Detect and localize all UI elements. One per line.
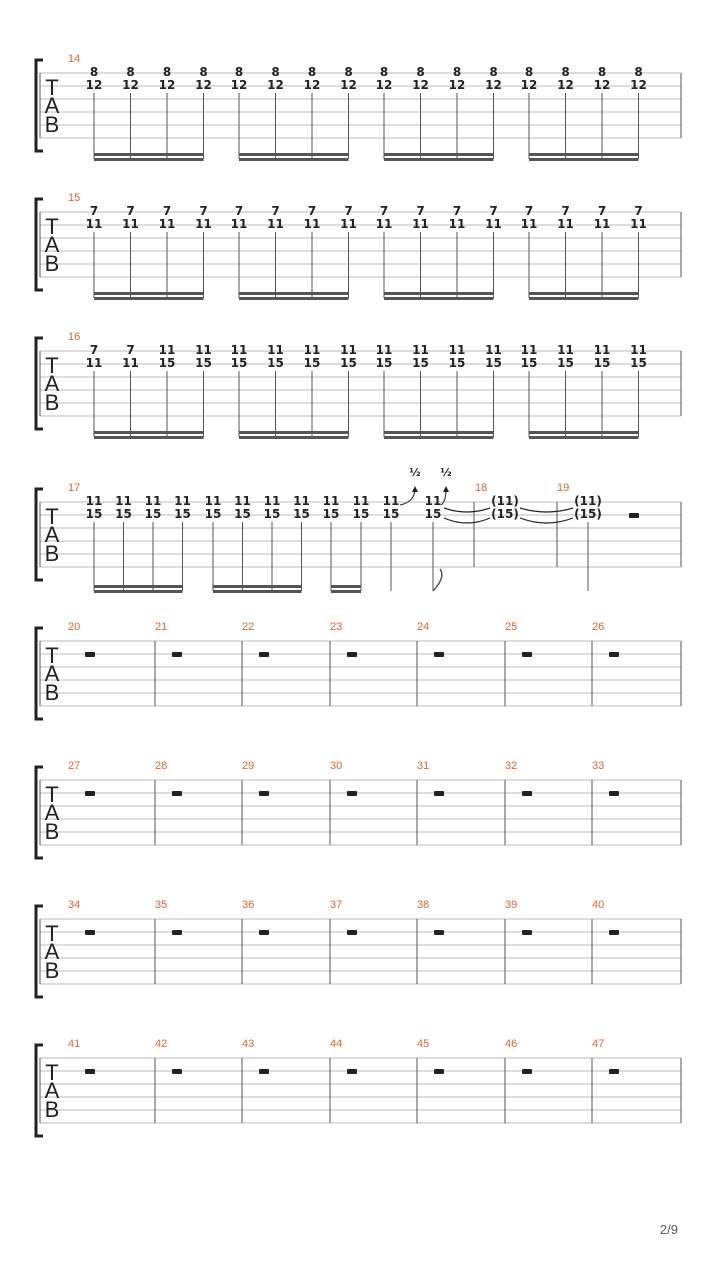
rest-symbol xyxy=(85,1069,95,1074)
fret-number: 7 xyxy=(379,204,389,218)
tab-clef-letter: T xyxy=(45,1060,59,1085)
fret-number: 11 xyxy=(85,217,103,231)
fret-number: 11 xyxy=(424,494,442,508)
tab-clef-letter: T xyxy=(45,353,59,378)
beam xyxy=(239,158,349,161)
fret-number: 11 xyxy=(352,494,370,508)
fret-number: 11 xyxy=(448,217,466,231)
beam xyxy=(94,292,204,295)
tab-clef-letter: T xyxy=(45,504,59,529)
fret-number: 12 xyxy=(230,78,248,92)
measure-number: 25 xyxy=(505,621,518,633)
fret-number: 12 xyxy=(593,78,611,92)
fret-number: 15 xyxy=(85,507,103,521)
fret-number: 12 xyxy=(195,78,212,92)
measure-number: 45 xyxy=(417,1038,430,1050)
fret-number: 8 xyxy=(307,65,317,79)
fret-number: 15 xyxy=(234,507,251,521)
fret-number: 8 xyxy=(597,65,607,79)
beam xyxy=(529,153,639,156)
page-number: 2/9 xyxy=(659,1222,678,1237)
staff-system xyxy=(36,621,681,719)
fret-number: 8 xyxy=(271,65,280,79)
rest-symbol xyxy=(172,791,182,796)
fret-number: 15 xyxy=(195,356,212,370)
fret-number: 11 xyxy=(234,494,251,508)
measure-number: 15 xyxy=(68,192,81,204)
tab-clef-letter: A xyxy=(44,522,60,547)
tab-clef-letter: B xyxy=(44,112,60,137)
bend-arrowhead xyxy=(443,486,449,492)
staff-system xyxy=(36,1038,681,1136)
fret-number: 12 xyxy=(158,78,176,92)
staff-system xyxy=(36,899,681,997)
fret-number: 11 xyxy=(122,217,139,231)
fret-number: 7 xyxy=(634,204,643,218)
beam xyxy=(384,153,494,156)
tab-clef-letter: A xyxy=(44,232,60,257)
note-flag xyxy=(433,569,442,591)
fret-number: 11 xyxy=(122,356,139,370)
measure-number: 44 xyxy=(330,1038,343,1050)
fret-number: 11 xyxy=(340,217,357,231)
fret-number: 12 xyxy=(557,78,574,92)
tie-arc xyxy=(444,518,490,523)
fret-number: 11 xyxy=(448,343,466,357)
fret-number: 12 xyxy=(520,78,538,92)
fret-number: 8 xyxy=(344,65,353,79)
beam xyxy=(239,431,349,434)
beam xyxy=(213,590,302,593)
fret-number: 15 xyxy=(340,356,357,370)
fret-number: 11 xyxy=(204,494,222,508)
fret-number: 12 xyxy=(85,78,103,92)
staff-system xyxy=(36,331,681,439)
measure-number: 39 xyxy=(505,899,518,911)
fret-number: 11 xyxy=(593,217,611,231)
rest-symbol xyxy=(609,791,619,796)
tab-clef-letter: T xyxy=(45,921,59,946)
staff-system xyxy=(36,53,681,161)
beam xyxy=(529,297,639,300)
rest-symbol xyxy=(347,1069,357,1074)
fret-number: 15 xyxy=(557,356,574,370)
fret-number: 11 xyxy=(557,343,574,357)
tab-clef-letter: B xyxy=(44,390,60,415)
fret-number: 11 xyxy=(485,343,502,357)
fret-number: 15 xyxy=(115,507,132,521)
tab-clef-letter: B xyxy=(44,958,60,983)
fret-number: 11 xyxy=(593,343,611,357)
fret-number: 15 xyxy=(382,507,400,521)
rest-symbol xyxy=(609,930,619,935)
fret-number: 8 xyxy=(89,65,99,79)
fret-number: 7 xyxy=(307,204,317,218)
fret-number: 11 xyxy=(630,217,647,231)
fret-number: 11 xyxy=(158,343,176,357)
fret-number: 7 xyxy=(416,204,425,218)
rest-symbol xyxy=(347,652,357,657)
fret-number: 12 xyxy=(448,78,466,92)
tab-clef-letter: B xyxy=(44,251,60,276)
beam xyxy=(94,431,204,434)
fret-number: 12 xyxy=(630,78,647,92)
fret-number: 15 xyxy=(144,507,162,521)
fret-number: 11 xyxy=(520,343,538,357)
fret-number: 7 xyxy=(162,204,172,218)
fret-number: 11 xyxy=(144,494,162,508)
fret-number: 15 xyxy=(303,356,321,370)
staff-system xyxy=(36,760,681,858)
fret-number: 8 xyxy=(634,65,643,79)
beam xyxy=(529,292,639,295)
tie-arc xyxy=(444,508,490,512)
fret-number: 11 xyxy=(85,356,103,370)
fret-number: 15 xyxy=(520,356,538,370)
beam xyxy=(384,431,494,434)
fret-number: (11) xyxy=(574,494,602,508)
tab-clef-letter: A xyxy=(44,1078,60,1103)
measure-number: 17 xyxy=(68,482,81,494)
beam xyxy=(94,297,204,300)
fret-number: 11 xyxy=(557,217,574,231)
rest-symbol xyxy=(85,652,95,657)
fret-number: 11 xyxy=(303,343,321,357)
measure-number: 41 xyxy=(68,1038,81,1050)
fret-number: 11 xyxy=(412,217,429,231)
fret-number: 7 xyxy=(271,204,280,218)
beam xyxy=(94,436,204,439)
fret-number: 7 xyxy=(597,204,607,218)
fret-number: 15 xyxy=(263,507,281,521)
bend-arrowhead xyxy=(412,486,418,492)
fret-number: 15 xyxy=(204,507,222,521)
rest-symbol xyxy=(522,1069,532,1074)
tab-clef-letter: T xyxy=(45,75,59,100)
rest-symbol xyxy=(259,791,269,796)
measure-number: 46 xyxy=(505,1038,518,1050)
rest-symbol xyxy=(434,1069,444,1074)
fret-number: 8 xyxy=(379,65,389,79)
measure-number: 33 xyxy=(592,760,605,772)
fret-number: 11 xyxy=(412,343,429,357)
fret-number: 7 xyxy=(344,204,353,218)
fret-number: 11 xyxy=(293,494,310,508)
fret-number: 11 xyxy=(375,343,393,357)
fret-number: 11 xyxy=(230,217,248,231)
fret-number: 15 xyxy=(322,507,340,521)
fret-number: 8 xyxy=(199,65,208,79)
beam xyxy=(94,585,183,588)
fret-number: 12 xyxy=(267,78,284,92)
fret-number: 11 xyxy=(85,494,103,508)
fret-number: 8 xyxy=(489,65,498,79)
fret-number: 11 xyxy=(115,494,132,508)
rest-symbol xyxy=(434,791,444,796)
fret-number: 7 xyxy=(489,204,498,218)
fret-number: 15 xyxy=(174,507,191,521)
tab-clef-letter: B xyxy=(44,680,60,705)
beam xyxy=(239,297,349,300)
fret-number: 15 xyxy=(267,356,284,370)
fret-number: 11 xyxy=(375,217,393,231)
rest-symbol xyxy=(172,930,182,935)
measure-number: 27 xyxy=(68,760,81,772)
tab-clef-letter: A xyxy=(44,800,60,825)
rest-symbol xyxy=(85,791,95,796)
measure-number: 38 xyxy=(417,899,430,911)
fret-number: 8 xyxy=(162,65,172,79)
measure-number: 26 xyxy=(592,621,605,633)
fret-number: 8 xyxy=(126,65,135,79)
rest-symbol xyxy=(522,791,532,796)
beam xyxy=(239,436,349,439)
fret-number: 15 xyxy=(485,356,502,370)
fret-number: 12 xyxy=(340,78,357,92)
beam xyxy=(213,585,302,588)
fret-number: 11 xyxy=(520,217,538,231)
measure-number: 37 xyxy=(330,899,343,911)
fret-number: 11 xyxy=(174,494,191,508)
fret-number: 11 xyxy=(267,217,284,231)
fret-number: 15 xyxy=(158,356,176,370)
tab-clef-letter: A xyxy=(44,371,60,396)
staff-system xyxy=(36,466,681,593)
beam xyxy=(239,153,349,156)
fret-number: 15 xyxy=(230,356,248,370)
fret-number: 15 xyxy=(630,356,647,370)
fret-number: 7 xyxy=(126,204,135,218)
fret-number: 8 xyxy=(524,65,534,79)
rest-symbol xyxy=(347,930,357,935)
tab-clef-letter: T xyxy=(45,643,59,668)
fret-number: 15 xyxy=(352,507,370,521)
tab-clef-letter: T xyxy=(45,214,59,239)
measure-number: 40 xyxy=(592,899,605,911)
rest-symbol xyxy=(259,1069,269,1074)
rest-symbol xyxy=(85,930,95,935)
fret-number: 12 xyxy=(303,78,321,92)
measure-number: 47 xyxy=(592,1038,605,1050)
measure-number: 19 xyxy=(557,482,570,494)
rest-symbol xyxy=(172,652,182,657)
fret-number: 8 xyxy=(416,65,425,79)
tab-clef-letter: A xyxy=(44,939,60,964)
beam xyxy=(94,158,204,161)
fret-number: (15) xyxy=(574,507,602,521)
fret-number: 12 xyxy=(412,78,429,92)
fret-number: 7 xyxy=(89,204,99,218)
rest-symbol xyxy=(434,930,444,935)
fret-number: 15 xyxy=(593,356,611,370)
fret-number: 11 xyxy=(230,343,248,357)
rest-symbol xyxy=(172,1069,182,1074)
fret-number: 7 xyxy=(199,204,208,218)
tie-arc xyxy=(520,518,573,523)
tab-clef-letter: A xyxy=(44,661,60,686)
rest-symbol xyxy=(522,930,532,935)
fret-number: 7 xyxy=(524,204,534,218)
rest-symbol xyxy=(259,652,269,657)
fret-number: (15) xyxy=(491,507,519,521)
tab-clef-letter: B xyxy=(44,1097,60,1122)
fret-number: 15 xyxy=(424,507,442,521)
bend-label: ½ xyxy=(409,466,421,479)
measure-number: 35 xyxy=(155,899,168,911)
fret-number: 11 xyxy=(485,217,502,231)
measure-number: 21 xyxy=(155,621,168,633)
bend-label: ½ xyxy=(440,466,452,479)
rest-symbol xyxy=(609,1069,619,1074)
beam xyxy=(331,585,361,588)
measure-number: 20 xyxy=(68,621,81,633)
rest-symbol xyxy=(347,791,357,796)
beam xyxy=(384,158,494,161)
measure-number: 30 xyxy=(330,760,343,772)
fret-number: 11 xyxy=(195,343,212,357)
fret-number: 15 xyxy=(448,356,466,370)
beam xyxy=(239,292,349,295)
measure-number: 22 xyxy=(242,621,255,633)
fret-number: 12 xyxy=(122,78,139,92)
measure-number: 16 xyxy=(68,331,81,343)
fret-number: 11 xyxy=(158,217,176,231)
beam xyxy=(384,292,494,295)
rest-symbol xyxy=(434,652,444,657)
tie-arc xyxy=(520,508,573,512)
fret-number: 8 xyxy=(561,65,570,79)
fret-number: 11 xyxy=(630,343,647,357)
rest-symbol xyxy=(522,652,532,657)
beam xyxy=(384,297,494,300)
beam xyxy=(94,153,204,156)
fret-number: 11 xyxy=(267,343,284,357)
tab-clef-letter: A xyxy=(44,93,60,118)
rest-symbol xyxy=(259,930,269,935)
fret-number: 8 xyxy=(452,65,462,79)
measure-number: 34 xyxy=(68,899,81,911)
measure-number: 14 xyxy=(68,53,81,65)
fret-number: 12 xyxy=(375,78,393,92)
measure-number: 29 xyxy=(242,760,255,772)
measure-number: 42 xyxy=(155,1038,168,1050)
beam xyxy=(94,590,183,593)
fret-number: 15 xyxy=(375,356,393,370)
fret-number: 7 xyxy=(89,343,99,357)
fret-number: 11 xyxy=(322,494,340,508)
measure-number: 32 xyxy=(505,760,518,772)
fret-number: 7 xyxy=(126,343,135,357)
staff-system xyxy=(36,192,681,300)
fret-number: 12 xyxy=(485,78,502,92)
fret-number: (11) xyxy=(491,494,519,508)
fret-number: 7 xyxy=(452,204,462,218)
rest-symbol xyxy=(629,513,639,518)
fret-number: 15 xyxy=(412,356,429,370)
fret-number: 7 xyxy=(561,204,570,218)
measure-number: 31 xyxy=(417,760,430,772)
measure-number: 23 xyxy=(330,621,343,633)
rest-symbol xyxy=(609,652,619,657)
fret-number: 7 xyxy=(234,204,244,218)
measure-number: 24 xyxy=(417,621,430,633)
tab-clef-letter: T xyxy=(45,782,59,807)
tab-clef-letter: B xyxy=(44,819,60,844)
tab-clef-letter: B xyxy=(44,541,60,566)
beam xyxy=(529,158,639,161)
fret-number: 11 xyxy=(340,343,357,357)
fret-number: 8 xyxy=(234,65,244,79)
fret-number: 11 xyxy=(382,494,400,508)
fret-number: 11 xyxy=(195,217,212,231)
beam xyxy=(529,436,639,439)
measure-number: 36 xyxy=(242,899,255,911)
fret-number: 11 xyxy=(263,494,281,508)
fret-number: 15 xyxy=(293,507,310,521)
measure-number: 43 xyxy=(242,1038,255,1050)
beam xyxy=(331,590,361,593)
beam xyxy=(529,431,639,434)
fret-number: 11 xyxy=(303,217,321,231)
measure-number: 18 xyxy=(475,482,488,494)
measure-number: 28 xyxy=(155,760,168,772)
beam xyxy=(384,436,494,439)
